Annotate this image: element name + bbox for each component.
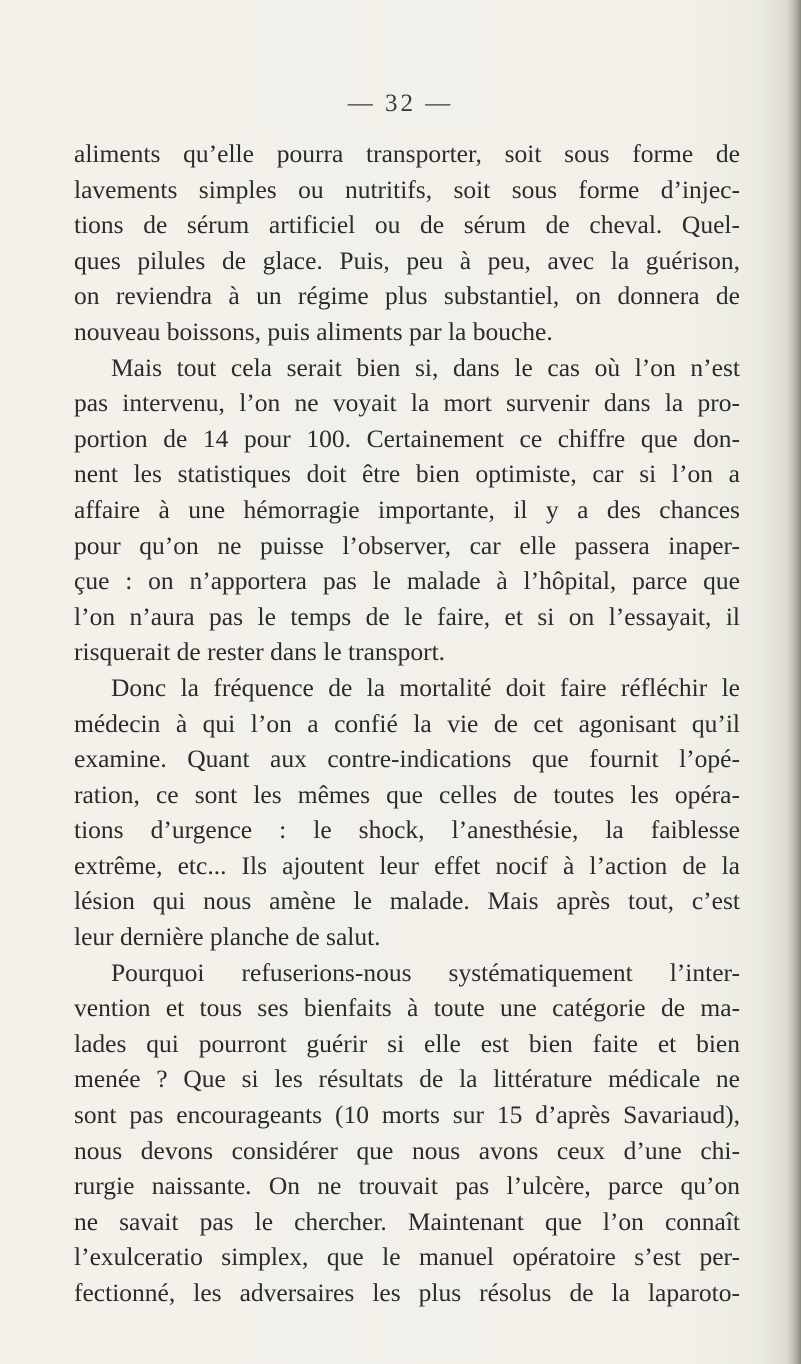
text-line: nent les statistiques doit être bien optimiste, car si l’on a [74,459,740,489]
text-line: leur dernière planche de salut. [74,922,381,952]
text-line: lésion qui nous amène le malade. Mais après tout, c’est [74,886,740,916]
text-line: Donc la fréquence de la mortalité doit faire réfléchir le [111,672,740,702]
text-line: Mais tout cela serait bien si, dans le cas où l’on n’est [111,352,740,382]
text-line: ration, ce sont les mêmes que celles de toutes les opéra- [74,779,740,809]
text-line: on reviendra à un régime plus substantiel, on donnera de [74,281,740,311]
text-line: ques pilules de glace. Puis, peu à peu, avec la guérison, [74,245,740,275]
text-line: extrême, etc... Ils ajoutent leur effet nocif à l’action de la [74,850,740,880]
text-line: Pourquoi refuserions-nous systématiquement l’inter- [111,957,740,987]
text-line: nous devons considérer que nous avons ceux d’une chi- [74,1135,740,1165]
text-line: aliments qu’elle pourra transporter, soit sous forme de [74,139,740,168]
text-line: ne savait pas le chercher. Maintenant que l’on connaît [74,1206,740,1236]
text-line: médecin à qui l’on a confié la vie de cet agonisant qu’il [74,708,740,738]
text-line: tions d’urgence : le shock, l’anesthésie, la faiblesse [74,815,740,845]
text-line: pas intervenu, l’on ne voyait la mort survenir dans la pro- [74,388,740,418]
page-edge-shadow [787,0,801,1364]
text-line: çue : on n’apportera pas le malade à l’hôpital, parce que [74,566,740,596]
text-line: l’on n’aura pas le temps de le faire, et si on l’essayait, il [74,601,740,631]
text-line: vention et tous ses bienfaits à toute une catégorie de ma- [74,993,740,1023]
page-number: — 32 — [347,90,454,117]
text-line: pour qu’on ne puisse l’observer, car elle passera inaper- [74,530,740,560]
text-line: sont pas encourageants (10 morts sur 15 d’après Savariaud), [74,1100,740,1130]
text-line: examine. Quant aux contre-indications que fournit l’opé- [74,744,740,774]
text-line: affaire à une hémorragie importante, il y a des chances [74,494,740,524]
text-line: rurgie naissante. On ne trouvait pas l’ulcère, parce qu’on [74,1171,740,1201]
text-line: menée ? Que si les résultats de la littérature médicale ne [74,1064,740,1094]
text-line: lades qui pourront guérir si elle est bien faite et bien [74,1028,740,1058]
text-line: tions de sérum artificiel ou de sérum de cheval. Quel- [74,210,740,240]
text-line: risquerait de rester dans le transport. [74,637,446,667]
text-line: portion de 14 pour 100. Certainement ce chiffre que don- [74,423,740,453]
body-text [74,136,740,1311]
text-line: fectionné, les adversaires les plus résolus de la laparoto- [74,1278,740,1307]
text-line: l’exulceratio simplex, que le manuel opératoire s’est per- [74,1242,740,1272]
text-line: lavements simples ou nutritifs, soit sous forme d’injec- [74,174,740,204]
text-line: nouveau boissons, puis aliments par la bouche. [74,316,553,346]
